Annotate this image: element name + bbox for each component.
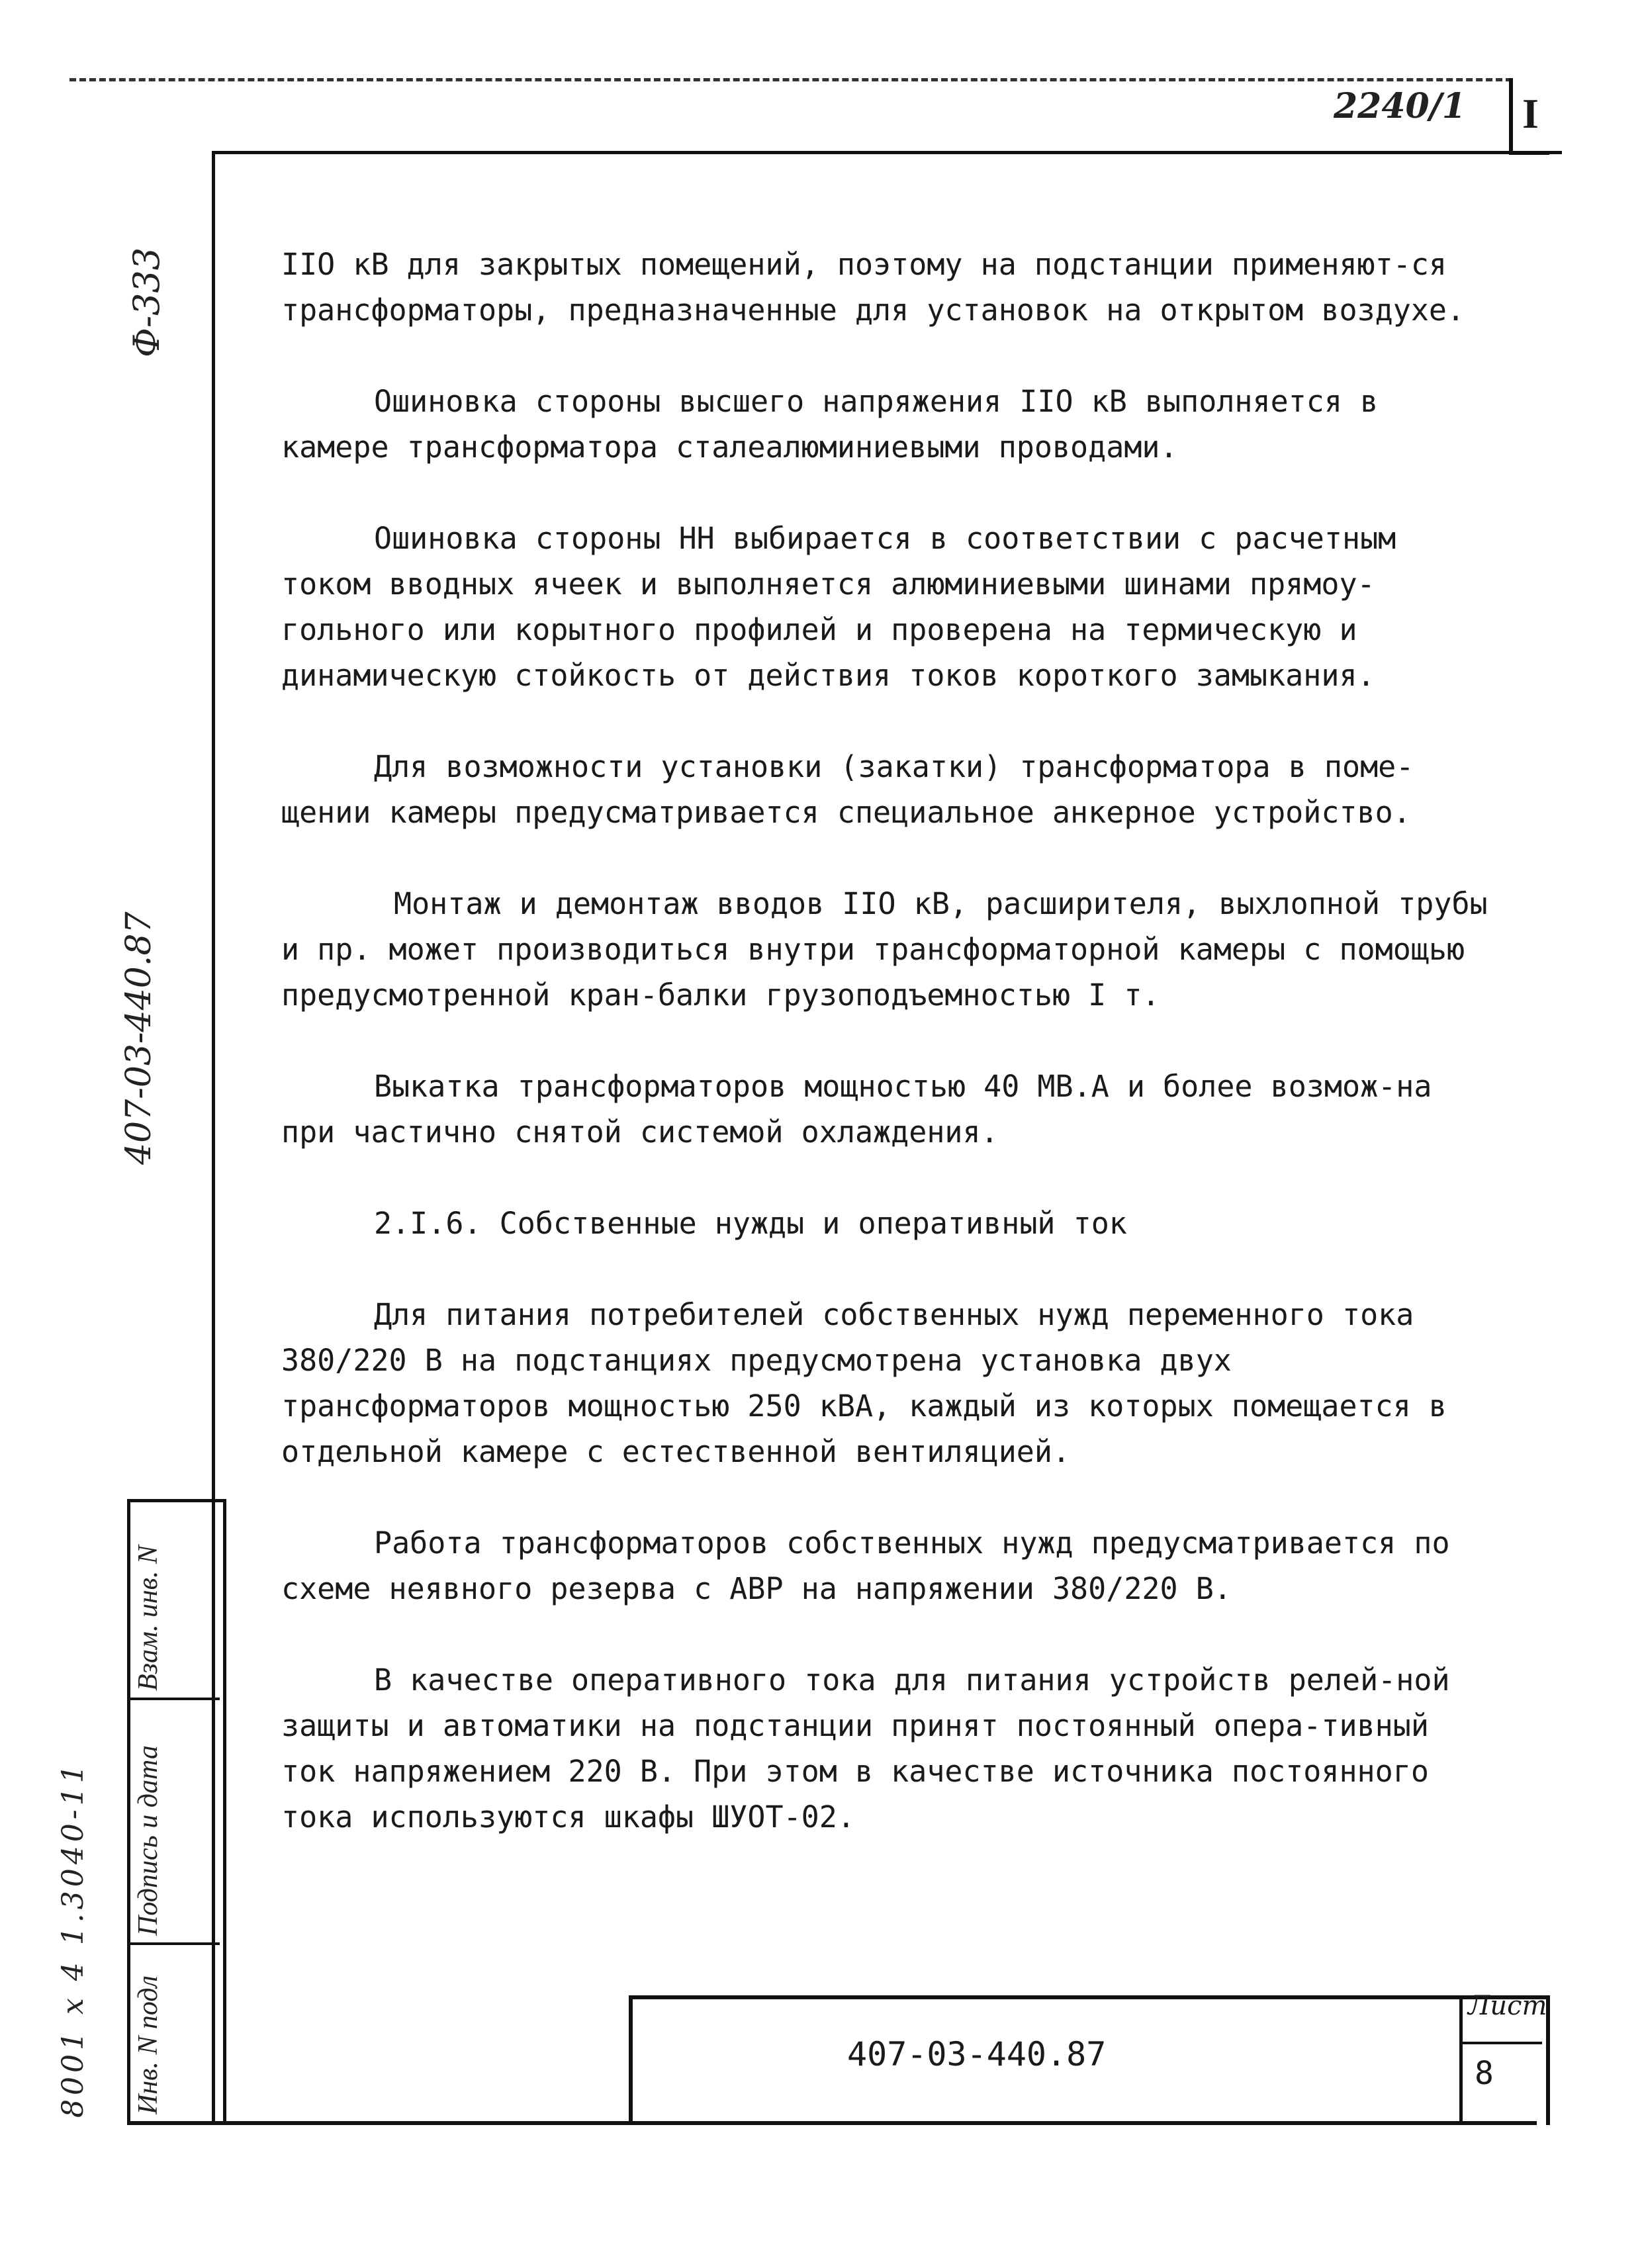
title-block-divider [1459,1995,1463,2121]
sheet-number: 8 [1475,2055,1494,2092]
corner-number: I [1522,90,1539,137]
paragraph: В качестве оперативного тока для питания устройств релей-ной защиты и автоматики на подстанции принят постоянный опера-тивный ток напряжением 220 В. При этом в качестве источника постоянного тока используются шкафы ШУОТ-02. [281,1662,1450,1835]
sheet-label: Лист [1468,1991,1547,2021]
strip-divider [127,1942,220,1945]
paragraph: Ошиновка стороны высшего напряжения IIO кВ выполняется в камере трансформатора сталеалюминиевыми проводами. [281,384,1379,465]
paragraph: IIO кВ для закрытых помещений, поэтому на подстанции применяют-ся трансформаторы, предназначенные для установок на открытом воздухе. [281,247,1465,328]
paragraph: Ошиновка стороны НН выбирается в соответствии с расчетным током вводных ячеек и выполняется алюминиевыми шинами прямоу-гольного или корытного профилей и проверена на термическую и динамическую стойкость от действия токов короткого замыкания. [281,521,1396,693]
strip-label-inv: Инв. N подл [133,1975,163,2114]
paragraph: Выкатка трансформаторов мощностью 40 МВ.А и более возмож-на при частично снятой системой охлаждения. [281,1069,1432,1150]
margin-bottom-number: 8001 x 4 1.3040-11 [56,1760,90,2118]
margin-top-mark: Ф-333 [126,247,167,357]
paragraph: Работа трансформаторов собственных нужд предусматривается по схеме неявного резерва с АВР на напряжении 380/220 В. [281,1525,1450,1606]
strip-divider [127,1698,220,1700]
paragraph: Для возможности установки (закатки) трансформатора в поме-щении камеры предусматривается специальное анкерное устройство. [281,749,1414,830]
document-code: 407-03-440.87 [847,2035,1107,2073]
strip-label-replace: Взам. инв. N [133,1545,163,1691]
paragraph: Для питания потребителей собственных нужд переменного тока 380/220 В на подстанциях предусмотрена установка двух трансформаторов мощностью 250 кВА, каждый из которых помещается в отдельной камере с естественной вентиляцией. [281,1297,1447,1469]
margin-series-code: 407-03-440.87 [119,911,159,1165]
body-text [281,242,1492,1885]
handwritten-number: 2240/1 [1334,86,1466,126]
section-heading: 2.I.6. Собственные нужды и оперативный ток [374,1206,1127,1241]
top-scan-line [69,78,1512,81]
title-block-hline [1459,2042,1542,2044]
frame-top-border [212,151,1562,154]
paragraph: Монтаж и демонтаж вводов IIO кВ, расширителя, выхлопной трубы и пр. может производиться внутри трансформаторной камеры с помощью предусмотренной кран-балки грузоподъемностью I т. [281,886,1488,1013]
strip-label-signature: Подпись и дата [133,1745,163,1936]
